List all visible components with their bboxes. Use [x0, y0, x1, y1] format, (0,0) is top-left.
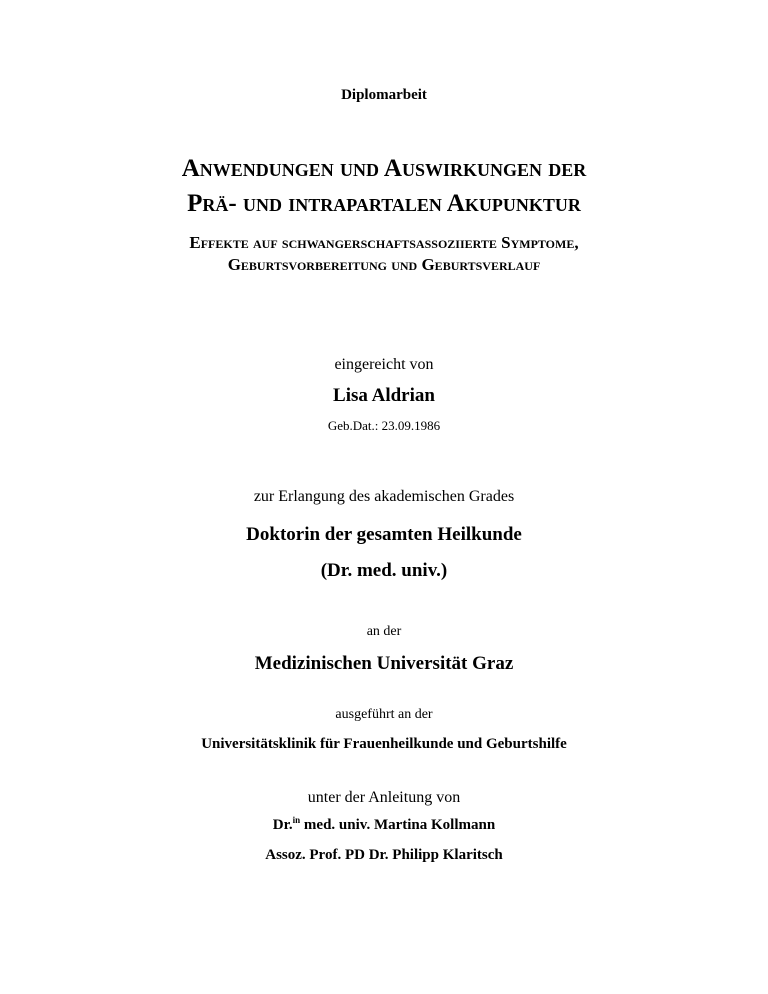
- an-der-label: an der: [366, 624, 402, 639]
- thesis-title-line-1: Anwendungen und Auswirkungen der: [181, 155, 587, 182]
- supervisor-1: [0, 815, 768, 833]
- supervisor-2: Assoz. Prof. PD Dr. Philipp Klaritsch: [265, 847, 503, 863]
- supervisor-1-superscript: in: [292, 815, 301, 825]
- clinic-name: Universitätsklinik für Frauenheilkunde und Geburtshilfe: [201, 736, 567, 752]
- submitted-by-label: eingereicht von: [334, 356, 434, 373]
- degree-title: Doktorin der gesamten Heilkunde: [246, 524, 522, 545]
- supervisor-1-name: med. univ. Martina Kollmann: [300, 817, 496, 833]
- degree-abbreviation: (Dr. med. univ.): [320, 560, 448, 581]
- supervisor-1-prefix: Dr.: [272, 817, 293, 833]
- document-type: Diplomarbeit: [341, 87, 427, 103]
- thesis-title-line-2: Prä- und intrapartalen Akupunktur: [187, 190, 581, 217]
- author-name: Lisa Aldrian: [333, 385, 435, 406]
- degree-intro: zur Erlangung des akademischen Grades: [253, 488, 515, 505]
- thesis-subtitle-line-2: Geburtsvorbereitung und Geburtsverlauf: [227, 255, 541, 274]
- university-name: Medizinischen Universität Graz: [254, 653, 514, 674]
- executed-at-label: ausgeführt an der: [335, 707, 433, 722]
- guidance-label: unter der Anleitung von: [307, 789, 461, 806]
- thesis-subtitle-line-1: Effekte auf schwangerschaftsassoziierte Symptome,: [189, 233, 579, 252]
- author-birthdate: Geb.Dat.: 23.09.1986: [327, 418, 441, 433]
